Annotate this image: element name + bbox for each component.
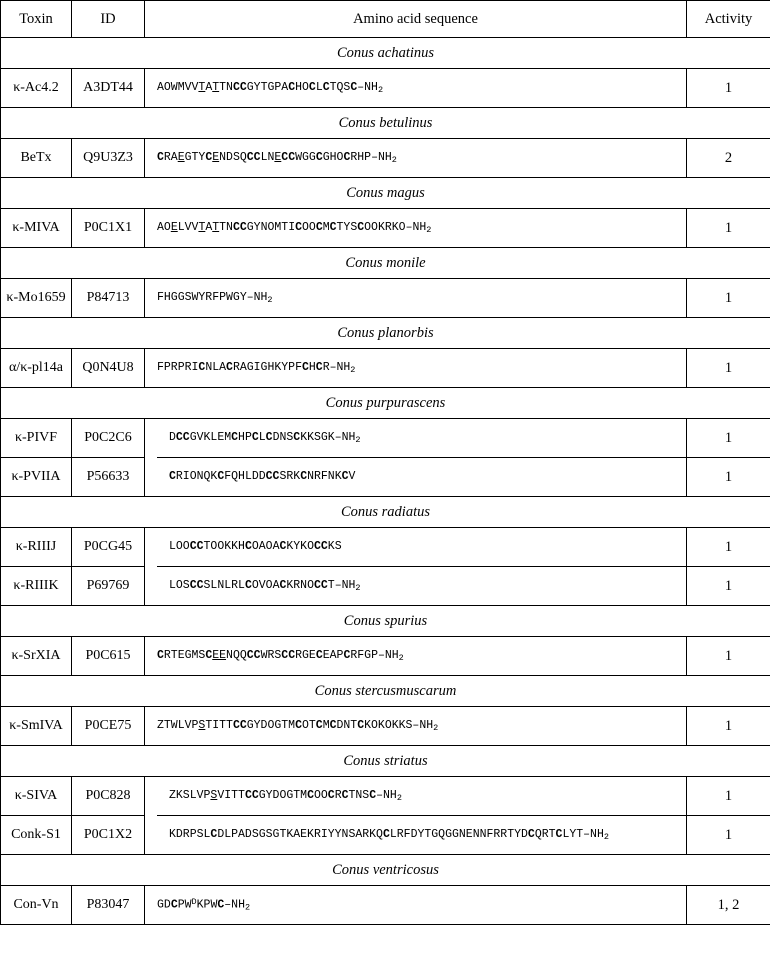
toxin-id: Q9U3Z3 — [72, 139, 145, 178]
amino-acid-sequence: LOOCCTOOKKHCOAOACKYKOCCKS — [157, 528, 686, 567]
toxin-name: κ-MIVA — [1, 209, 72, 248]
toxin-name: κ-PVIIA — [11, 469, 61, 484]
amino-acid-sequence: AOELVVTATTNCCGYNOMTICOOCMCTYSCOOKRKO–$NH_2$ — [145, 209, 687, 248]
activity-value-group — [687, 528, 770, 606]
toxin-id: P84713 — [72, 279, 145, 318]
table-row — [1, 637, 770, 676]
toxin-name: BeTx — [1, 139, 72, 178]
activity-value: 1 — [687, 279, 770, 318]
toxin-id: P83047 — [72, 886, 145, 925]
species-header-row — [1, 676, 770, 707]
toxin-id: P56633 — [86, 469, 130, 484]
activity-value: 2 — [687, 139, 770, 178]
toxin-name: Con-Vn — [1, 886, 72, 925]
species-name: Conus spurius — [1, 606, 770, 637]
amino-acid-sequence: CRAEGTYCENDSQCCLNECCWGGCGHOCRHP–$NH_2$ — [145, 139, 687, 178]
species-header-row — [1, 606, 770, 637]
amino-acid-sequence-group — [145, 528, 687, 606]
species-name: Conus magus — [1, 178, 770, 209]
toxin-id: P0CE75 — [72, 707, 145, 746]
amino-acid-sequence: ZKSLVPSVITTCCGYDOGTMCOOCRCTNSC–$NH_2$ — [157, 777, 686, 816]
activity-value: 1 — [687, 528, 770, 567]
species-name: Conus ventricosus — [1, 855, 770, 886]
activity-value: 1 — [687, 637, 770, 676]
table-row — [1, 279, 770, 318]
toxin-id: P69769 — [86, 578, 130, 593]
amino-acid-sequence: FHGGSWYRFPWGY–$NH_2$ — [145, 279, 687, 318]
table-row-group — [1, 777, 770, 855]
species-header-row — [1, 318, 770, 349]
toxin-id: A3DT44 — [72, 69, 145, 108]
toxin-id: P0CG45 — [72, 528, 144, 567]
activity-value: 1, 2 — [687, 886, 770, 925]
table-row — [1, 69, 770, 108]
activity-value: 1 — [724, 578, 733, 594]
activity-value: 1 — [687, 349, 770, 388]
column-header-id: ID — [72, 1, 145, 38]
toxin-id: P0C615 — [72, 637, 145, 676]
table-row — [1, 139, 770, 178]
species-header-row — [1, 178, 770, 209]
table-row-group — [1, 419, 770, 497]
toxin-name-group — [1, 777, 72, 855]
amino-acid-sequence: LOSCCSLNLRLCOVOACKRNOCCT–$NH_2$ — [169, 579, 361, 593]
toxin-id: P0C1X2 — [83, 827, 133, 842]
toxin-name-group — [1, 419, 72, 497]
amino-acid-sequence: $GDCPW^DKPWC-NH_2$ — [145, 886, 687, 925]
activity-value: 1 — [687, 69, 770, 108]
amino-acid-sequence: ZTWLVPSTITTCCGYDOGTMCOTCMCDNTCKOKOKKS–$NH_2$ — [145, 707, 687, 746]
toxin-id-group — [72, 777, 145, 855]
toxin-name: κ-SmIVA — [1, 707, 72, 746]
toxin-name: κ-PIVF — [1, 419, 71, 458]
amino-acid-sequence: CRIONQKCFQHLDDCCSRKCNRFNKCV — [169, 470, 356, 483]
amino-acid-sequence: CRTEGMSCEENQQCCWRSCCRGECEAPCRFGP–$NH_2$ — [145, 637, 687, 676]
toxin-name: κ-RIIIK — [13, 578, 59, 593]
toxin-id: P0C1X1 — [72, 209, 145, 248]
table-row — [1, 349, 770, 388]
species-name: Conus striatus — [1, 746, 770, 777]
toxin-name: κ-Mo1659 — [1, 279, 72, 318]
species-header-row — [1, 108, 770, 139]
species-name: Conus planorbis — [1, 318, 770, 349]
amino-acid-sequence-group — [145, 777, 687, 855]
table-row — [1, 707, 770, 746]
species-header-row — [1, 746, 770, 777]
species-name: Conus achatinus — [1, 38, 770, 69]
activity-value: 1 — [724, 469, 733, 485]
amino-acid-sequence: FPRPRICNLACRAGIGHKYPFCHCR–$NH_2$ — [145, 349, 687, 388]
species-header-row — [1, 248, 770, 279]
toxin-id-group — [72, 419, 145, 497]
column-header-activity: Activity — [687, 1, 770, 38]
toxin-name: κ-RIIIJ — [1, 528, 71, 567]
species-name: Conus betulinus — [1, 108, 770, 139]
toxin-id: Q0N4U8 — [72, 349, 145, 388]
toxin-id-group — [72, 528, 145, 606]
toxin-name: Conk-S1 — [11, 827, 61, 842]
toxin-name: κ-SIVA — [1, 777, 71, 816]
table-row — [1, 209, 770, 248]
activity-value-group — [687, 777, 770, 855]
toxin-id: P0C828 — [72, 777, 144, 816]
table-row — [1, 886, 770, 925]
species-name: Conus stercusmuscarum — [1, 676, 770, 707]
amino-acid-sequence: KDRPSLCDLPADSGSGTKAEKRIYYNSARKQCLRFDYTGQGGNENNFRRTYDCQRTCLYT–$NH_2$ — [169, 828, 609, 842]
column-header-toxin: Toxin — [1, 1, 72, 38]
activity-value: 1 — [687, 707, 770, 746]
species-header-row — [1, 388, 770, 419]
column-header-sequence: Amino acid sequence — [145, 1, 687, 38]
toxin-name: κ-Ac4.2 — [1, 69, 72, 108]
activity-value: 1 — [687, 209, 770, 248]
activity-value-group — [687, 419, 770, 497]
amino-acid-sequence: AOWMVVTATTNCCGYTGPACHOCLCTQSC–$NH_2$ — [145, 69, 687, 108]
table-header-row — [1, 1, 770, 38]
toxin-name: κ-SrXIA — [1, 637, 72, 676]
activity-value: 1 — [687, 419, 770, 458]
species-header-row — [1, 38, 770, 69]
species-header-row — [1, 855, 770, 886]
toxin-name: α/κ-pl14a — [1, 349, 72, 388]
species-name: Conus radiatus — [1, 497, 770, 528]
species-name: Conus purpurascens — [1, 388, 770, 419]
amino-acid-sequence-group — [145, 419, 687, 497]
species-header-row — [1, 497, 770, 528]
table-row-group — [1, 528, 770, 606]
species-name: Conus monile — [1, 248, 770, 279]
activity-value: 1 — [724, 827, 733, 843]
toxin-name-group — [1, 528, 72, 606]
activity-value: 1 — [687, 777, 770, 816]
amino-acid-sequence: DCCGVKLEMCHPCLCDNSCKKSGK–$NH_2$ — [157, 419, 686, 458]
toxin-id: P0C2C6 — [72, 419, 144, 458]
